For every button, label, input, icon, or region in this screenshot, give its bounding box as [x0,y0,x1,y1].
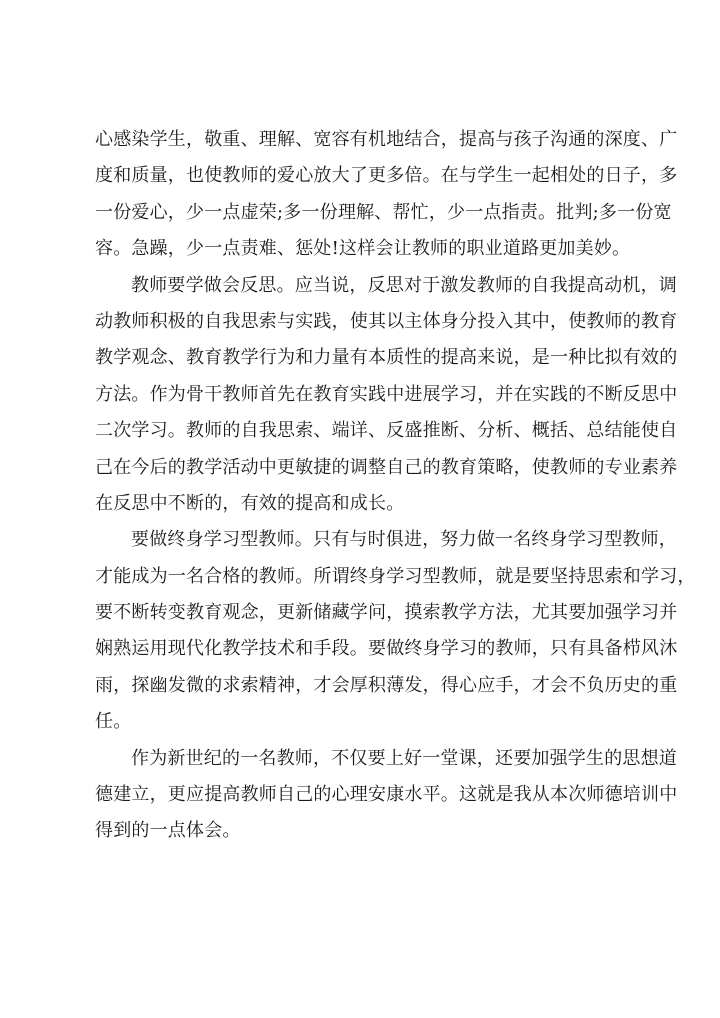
paragraph-2-line-1: 教师要学做会反思。应当说，反思对于激发教师的自我提高动机，调 [131,274,677,296]
paragraph-3-line-2: 才能成为一名合格的教师。所谓终身学习型教师，就是要坚持思索和学习， [95,565,696,587]
paragraph-2-line-7: 在反思中不断的，有效的提高和成长。 [95,492,405,514]
paragraph-3-line-3: 要不断转变教育观念，更新储藏学问，摸索教学方法，尤其要加强学习并 [95,602,678,624]
paragraph-1-line-2: 度和质量，也使教师的爱心放大了更多倍。在与学生一起相处的日子，多 [95,165,678,187]
paragraph-2-line-3: 教学观念、教育教学行为和力量有本质性的提高来说，是一种比拟有效的 [95,347,678,369]
paragraph-2-line-2: 动教师积极的自我思索与实践，使其以主体身分投入其中，使教师的教育 [95,310,678,332]
paragraph-3-line-6: 任。 [95,711,132,733]
paragraph-2-line-5: 二次学习。教师的自我思索、端详、反盛推断、分析、概括、总结能使自 [95,420,678,442]
paragraph-3-line-4: 娴熟运用现代化教学技术和手段。要做终身学习的教师，只有具备栉风沐 [95,638,678,660]
paragraph-1-line-1: 心感染学生，敬重、理解、宽容有机地结合，提高与孩子沟通的深度、广 [95,129,678,150]
paragraph-4-line-2: 德建立，更应提高教师自己的心理安康水平。这就是我从本次师德培训中 [95,784,678,806]
paragraph-4-line-3: 得到的一点体会。 [95,820,241,842]
paragraph-1-line-4: 容。急躁，少一点责难、惩处!这样会让教师的职业道路更加美妙。 [95,238,631,260]
body-text [95,122,696,850]
paragraph-3-line-5: 雨，探幽发微的求索精神，才会厚积薄发，得心应手，才会不负历史的重 [95,674,678,696]
paragraph-1-line-3: 一份爱心，少一点虚荣;多一份理解、帮忙，少一点指责。批判;多一份宽 [95,201,672,223]
paragraph-3-line-1: 要做终身学习型教师。只有与时俱进，努力做一名终身学习型教师， [131,529,677,551]
paragraph-2-line-4: 方法。作为骨干教师首先在教育实践中进展学习，并在实践的不断反思中 [95,383,678,405]
paragraph-2-line-6: 己在今后的教学活动中更敏捷的调整自己的教育策略，使教师的专业素养 [95,456,678,478]
paragraph-4-line-1: 作为新世纪的一名教师，不仅要上好一堂课，还要加强学生的思想道 [131,747,677,769]
